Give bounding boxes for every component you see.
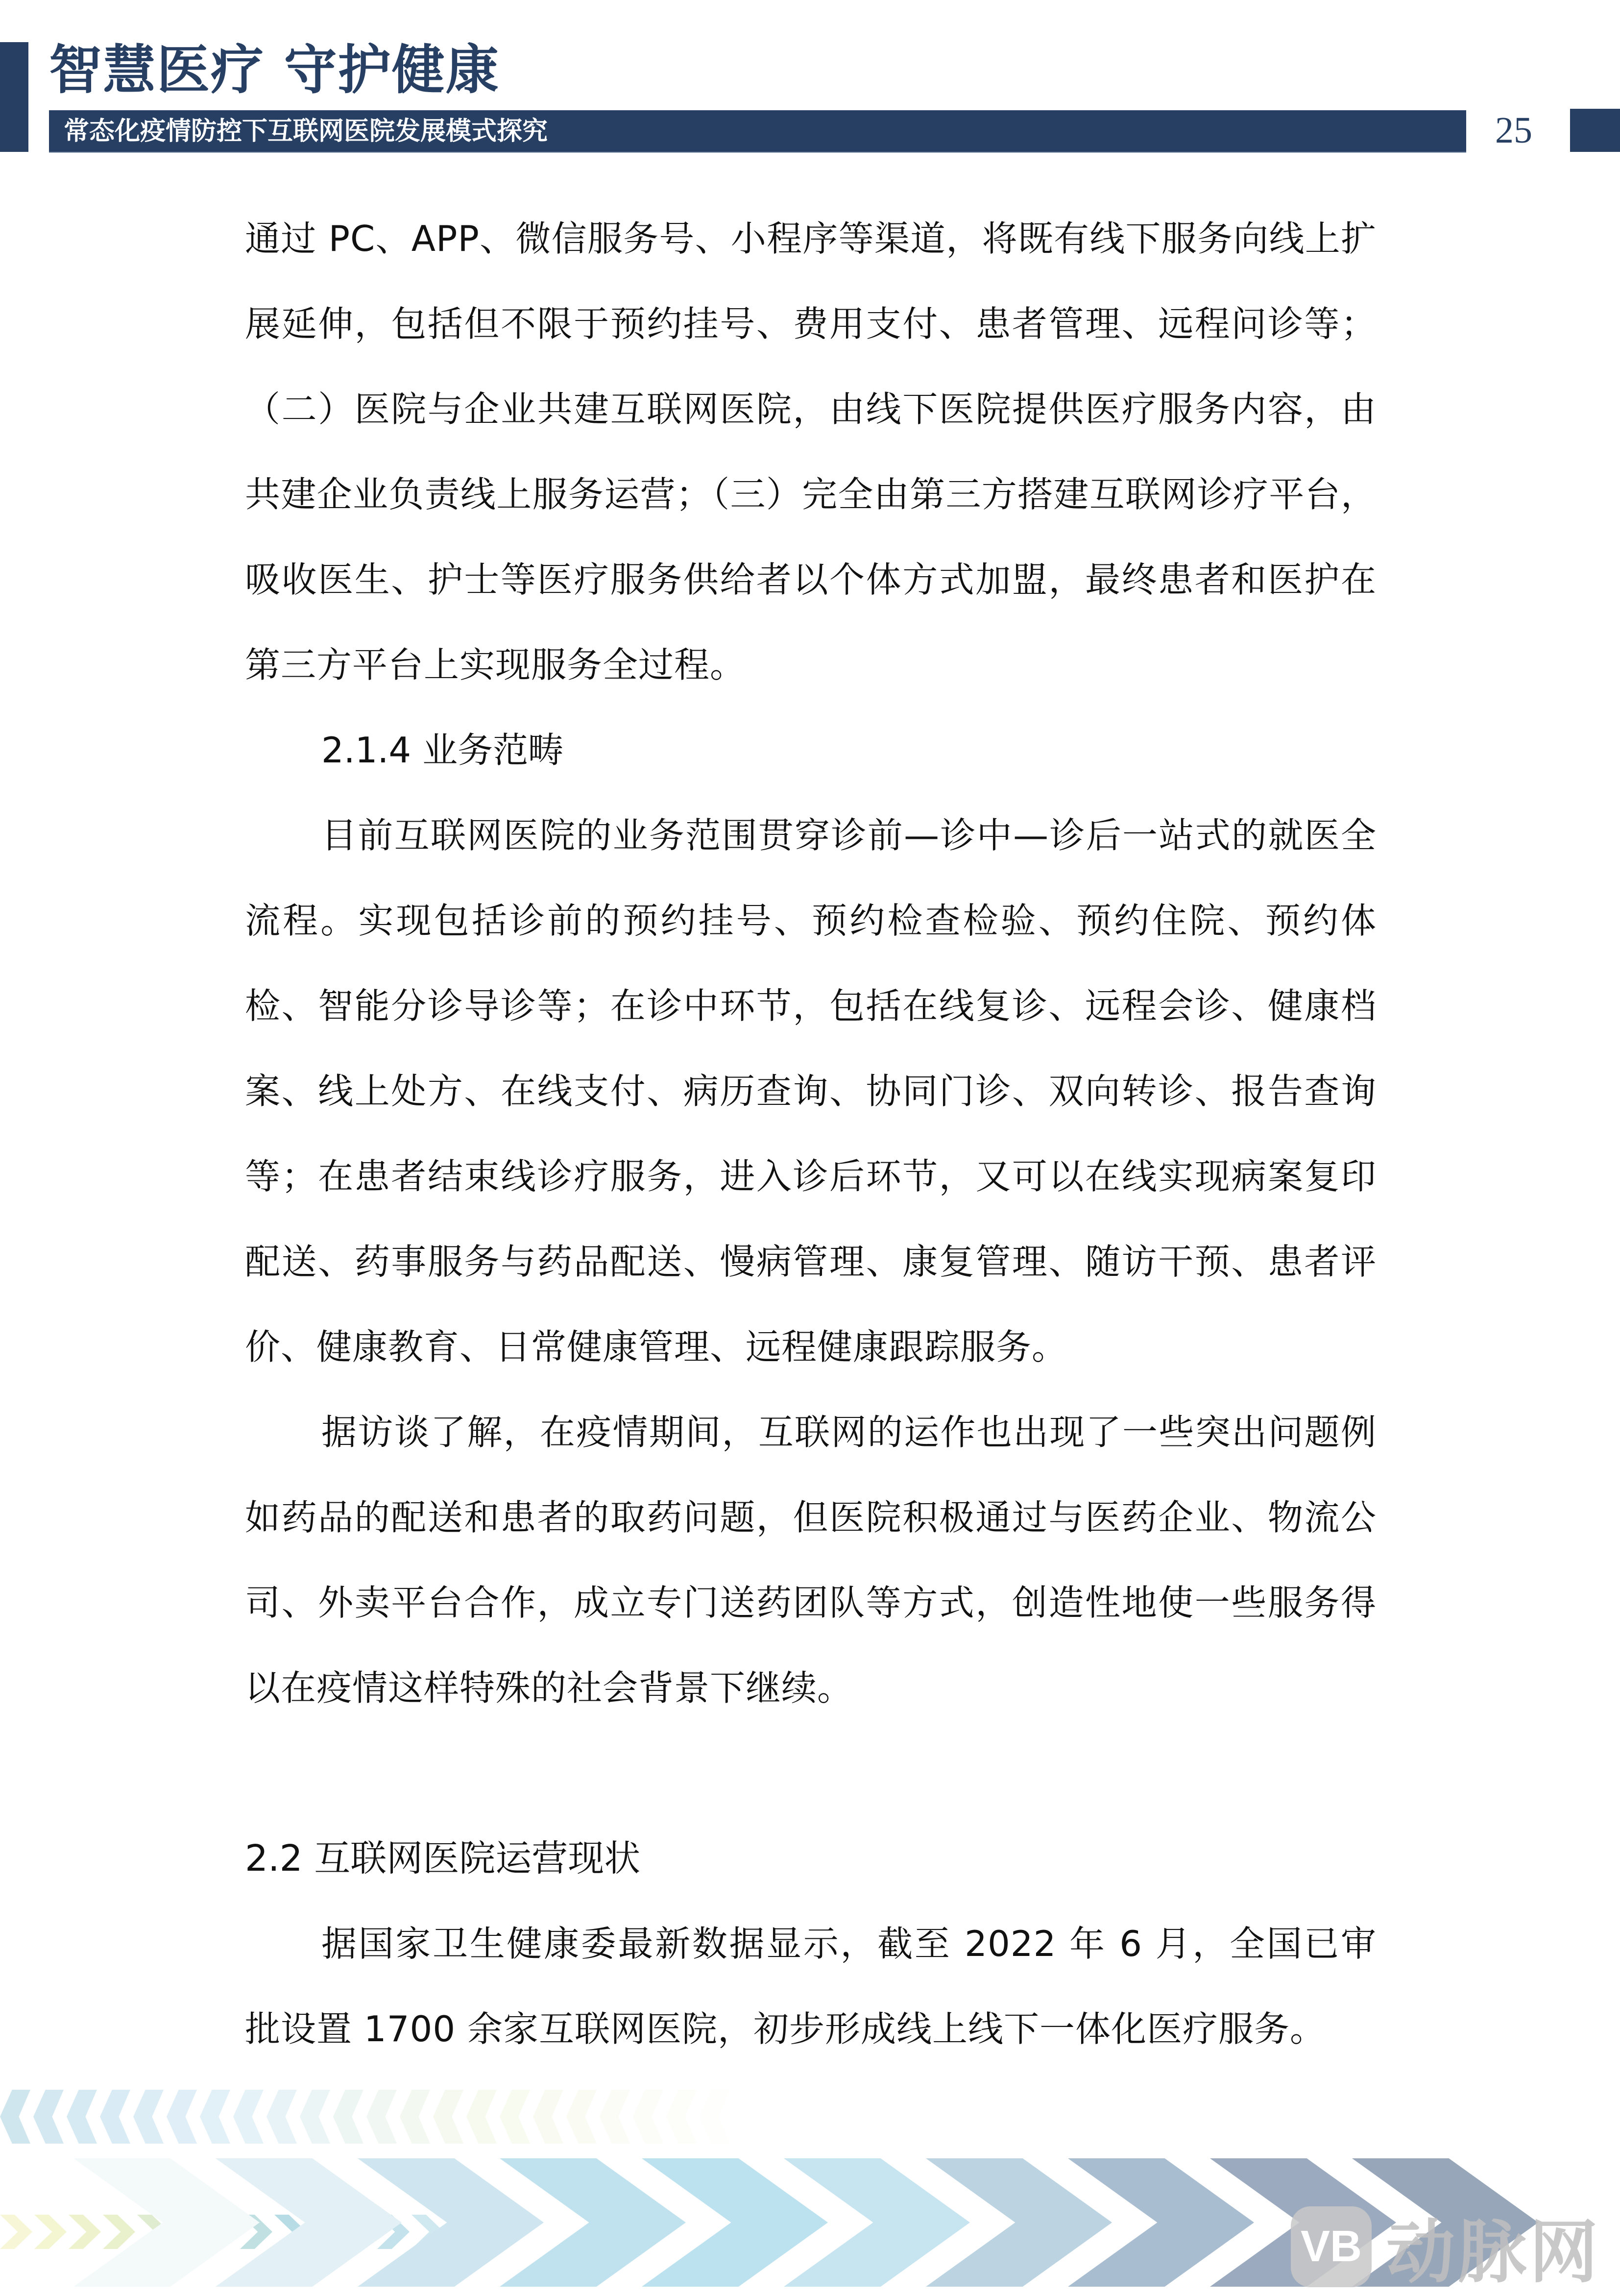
large-chevron-row	[73, 2158, 1494, 2287]
subtitle-banner	[49, 110, 1466, 153]
document-title: 智慧医疗 守护健康	[49, 39, 500, 101]
header-right-accent-block	[1570, 109, 1620, 152]
page-number: 25	[1495, 110, 1532, 151]
header-left-accent-bar	[0, 42, 28, 152]
left-chevron-row	[0, 2090, 730, 2144]
paragraph-epidemic-interview: 据访谈了解，在疫情期间，互联网的运作也出现了一些突出问题例如药品的配送和患者的取药问题，但医院积极通过与医药企业、物流公司、外卖平台合作，成立专门送药团队等方式，创造性地使一些服务得以在疫情这样特殊的社会背景下继续。	[245, 1412, 1377, 1709]
document-subtitle: 常态化疫情防控下互联网医院发展模式探究	[64, 116, 548, 146]
paragraph-operations-status: 据国家卫生健康委最新数据显示，截至 2022 年 6 月，全国已审批设置 1700 余家互联网医院，初步形成线上线下一体化医疗服务。	[245, 1923, 1377, 2050]
paragraph-continued: 通过 PC、APP、微信服务号、小程序等渠道，将既有线下服务向线上扩展延伸，包括但不限于预约挂号、费用支付、患者管理、远程问诊等；（二）医院与企业共建互联网医院，由线下医院提供医疗服务内容，由共建企业负责线上服务运营；（三）完全由第三方搭建互联网诊疗平台，吸收医生、护士等医疗服务供给者以个体方式加盟，最终患者和医护在第三方平台上实现服务全过程。	[245, 218, 1377, 685]
watermark-logo-icon: VB	[1291, 2206, 1372, 2287]
section-spacer	[245, 1731, 1377, 1816]
paragraph-business-scope: 目前互联网医院的业务范围贯穿诊前—诊中—诊后一站式的就医全流程。实现包括诊前的预约挂号、预约检查检验、预约住院、预约体检、智能分诊导诊等；在诊中环节，包括在线复诊、远程会诊、健康档案、线上处方、在线支付、病历查询、协同门诊、双向转诊、报告查询等；在患者结束线诊疗服务，进入诊后环节，又可以在线实现病案复印配送、药事服务与药品配送、慢病管理、康复管理、随访干预、患者评价、健康教育、日常健康管理、远程健康跟踪服务。	[245, 815, 1377, 1368]
watermark-text: 动脉网	[1386, 2213, 1601, 2293]
page-content	[245, 196, 1377, 2072]
section-heading-2-1-4: 2.1.4 业务范畴	[321, 730, 564, 771]
watermark	[1291, 2206, 1601, 2293]
section-heading-2-2: 2.2 互联网医院运营现状	[245, 1837, 641, 1880]
